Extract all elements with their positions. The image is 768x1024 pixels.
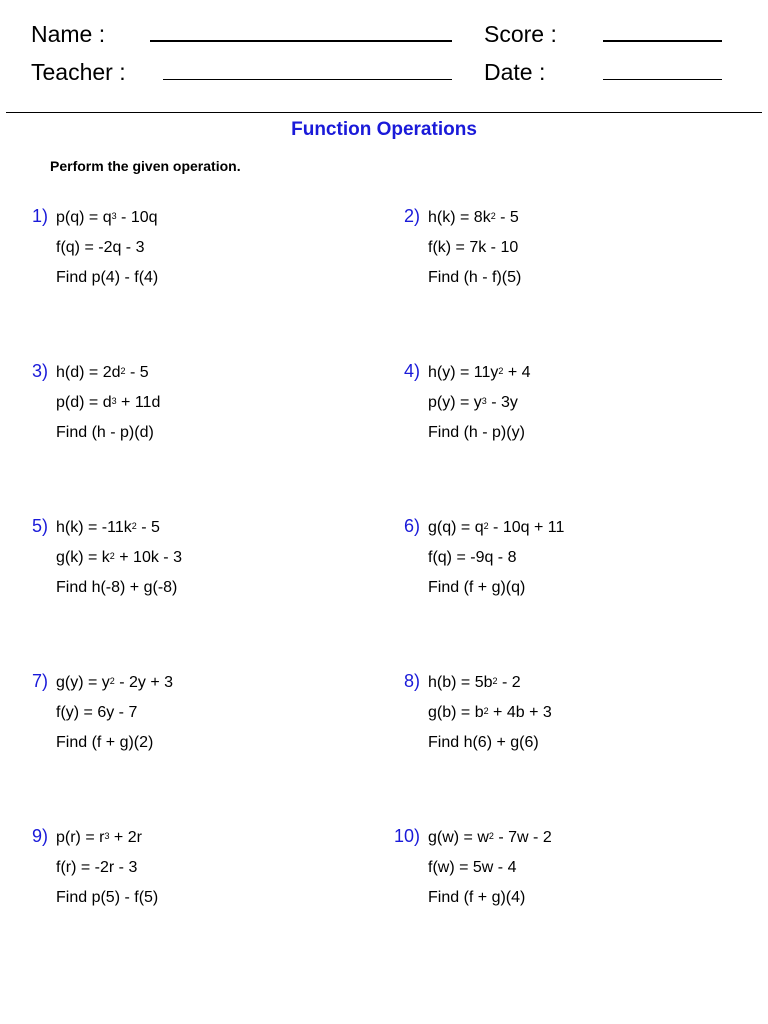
function-definition-1: [428, 363, 531, 383]
exponent: 2: [490, 211, 496, 221]
expression-text: - 5: [495, 209, 519, 226]
exponent: 2: [109, 676, 115, 686]
expression-text: - 2: [497, 674, 521, 691]
expression-text: p(d) = d: [56, 394, 112, 411]
problem-number: 8): [403, 671, 420, 691]
exponent: 3: [481, 396, 487, 406]
expression-text: + 4b + 3: [488, 704, 552, 721]
expression-text: + 11d: [116, 394, 161, 411]
expression-text: f(q) = -9q - 8: [428, 549, 517, 566]
expression-text: g(y) = y: [56, 674, 110, 691]
problem-item: [380, 515, 700, 611]
exponent: 3: [111, 396, 117, 406]
expression-text: f(y) = 6y - 7: [56, 704, 138, 721]
exponent: 2: [483, 706, 489, 716]
problem-item: [380, 205, 700, 301]
header-divider: [6, 112, 762, 113]
expression-text: + 2r: [109, 829, 142, 846]
problem-item: [8, 825, 328, 921]
expression-text: + 4: [503, 364, 531, 381]
function-definition-1: [56, 208, 158, 228]
exponent: 3: [104, 831, 110, 841]
problem-item: [8, 515, 328, 611]
function-definition-2: [428, 858, 516, 878]
function-definition-1: [56, 673, 173, 693]
function-definition-1: [56, 828, 142, 848]
expression-text: f(w) = 5w - 4: [428, 859, 517, 876]
problem-task: Find p(5) - f(5): [56, 889, 159, 906]
expression-text: g(b) = b: [428, 704, 484, 721]
problem-task: Find (h - f)(5): [428, 269, 522, 286]
expression-text: f(r) = -2r - 3: [56, 859, 138, 876]
problem-task: Find (f + g)(q): [428, 579, 526, 596]
problem-task: Find h(-8) + g(-8): [56, 579, 178, 596]
expression-text: - 5: [125, 364, 149, 381]
function-definition-2: [56, 548, 182, 568]
problem-item: [8, 670, 328, 766]
exponent: 2: [483, 521, 489, 531]
problem-number: 10): [393, 826, 420, 846]
function-definition-2: [56, 858, 137, 878]
problem-number: 2): [403, 206, 420, 226]
name-field[interactable]: [150, 40, 452, 42]
name-label: Name :: [31, 21, 106, 47]
problem-item: [380, 825, 700, 921]
expression-text: p(r) = r: [56, 829, 105, 846]
expression-text: - 10q: [116, 209, 158, 226]
function-definition-2: [428, 548, 516, 568]
expression-text: h(k) = -11k: [56, 519, 132, 536]
problem-item: [380, 360, 700, 456]
expression-text: g(q) = q: [428, 519, 484, 536]
problem-number: 4): [403, 361, 420, 381]
exponent: 2: [492, 676, 498, 686]
problem-number: 1): [31, 206, 48, 226]
date-label: Date :: [484, 59, 546, 85]
expression-text: - 5: [136, 519, 160, 536]
teacher-label: Teacher :: [31, 59, 126, 85]
problem-item: [380, 670, 700, 766]
expression-text: g(w) = w: [428, 829, 489, 846]
function-definition-1: [428, 828, 552, 848]
function-definition-1: [428, 518, 564, 538]
exponent: 2: [131, 521, 137, 531]
problem-item: [8, 360, 328, 456]
function-definition-2: [56, 703, 137, 723]
problem-task: Find (h - p)(y): [428, 424, 525, 441]
exponent: 2: [109, 551, 115, 561]
function-definition-2: [56, 238, 144, 258]
problem-number: 5): [31, 516, 48, 536]
expression-text: - 7w - 2: [493, 829, 552, 846]
function-definition-1: [56, 518, 160, 538]
problem-task: Find (f + g)(2): [56, 734, 154, 751]
expression-text: h(b) = 5b: [428, 674, 493, 691]
exponent: 2: [488, 831, 494, 841]
expression-text: p(q) = q: [56, 209, 112, 226]
problem-task: Find (h - p)(d): [56, 424, 154, 441]
expression-text: f(k) = 7k - 10: [428, 239, 519, 256]
exponent: 2: [498, 366, 504, 376]
expression-text: h(k) = 8k: [428, 209, 491, 226]
function-definition-1: [56, 363, 149, 383]
instructions: Perform the given operation.: [50, 158, 241, 174]
expression-text: f(q) = -2q - 3: [56, 239, 145, 256]
date-field[interactable]: [603, 79, 722, 80]
expression-text: - 3y: [486, 394, 518, 411]
exponent: 3: [111, 211, 117, 221]
problem-number: 9): [31, 826, 48, 846]
expression-text: - 10q + 11: [488, 519, 565, 536]
expression-text: h(d) = 2d: [56, 364, 121, 381]
function-definition-2: [428, 393, 518, 413]
expression-text: - 2y + 3: [114, 674, 174, 691]
problem-number: 7): [31, 671, 48, 691]
function-definition-2: [56, 393, 160, 413]
function-definition-1: [428, 208, 519, 228]
problem-task: Find (f + g)(4): [428, 889, 526, 906]
teacher-field[interactable]: [163, 79, 452, 80]
expression-text: p(y) = y: [428, 394, 482, 411]
problem-number: 3): [31, 361, 48, 381]
problem-item: [8, 205, 328, 301]
problem-number: 6): [403, 516, 420, 536]
function-definition-1: [428, 673, 521, 693]
problem-task: Find p(4) - f(4): [56, 269, 159, 286]
exponent: 2: [120, 366, 126, 376]
score-label: Score :: [484, 21, 557, 47]
function-definition-2: [428, 703, 552, 723]
expression-text: g(k) = k: [56, 549, 110, 566]
worksheet-title: Function Operations: [291, 119, 477, 140]
expression-text: h(y) = 11y: [428, 364, 499, 381]
function-definition-2: [428, 238, 518, 258]
expression-text: + 10k - 3: [114, 549, 182, 566]
score-field[interactable]: [603, 40, 722, 42]
problem-task: Find h(6) + g(6): [428, 734, 539, 751]
